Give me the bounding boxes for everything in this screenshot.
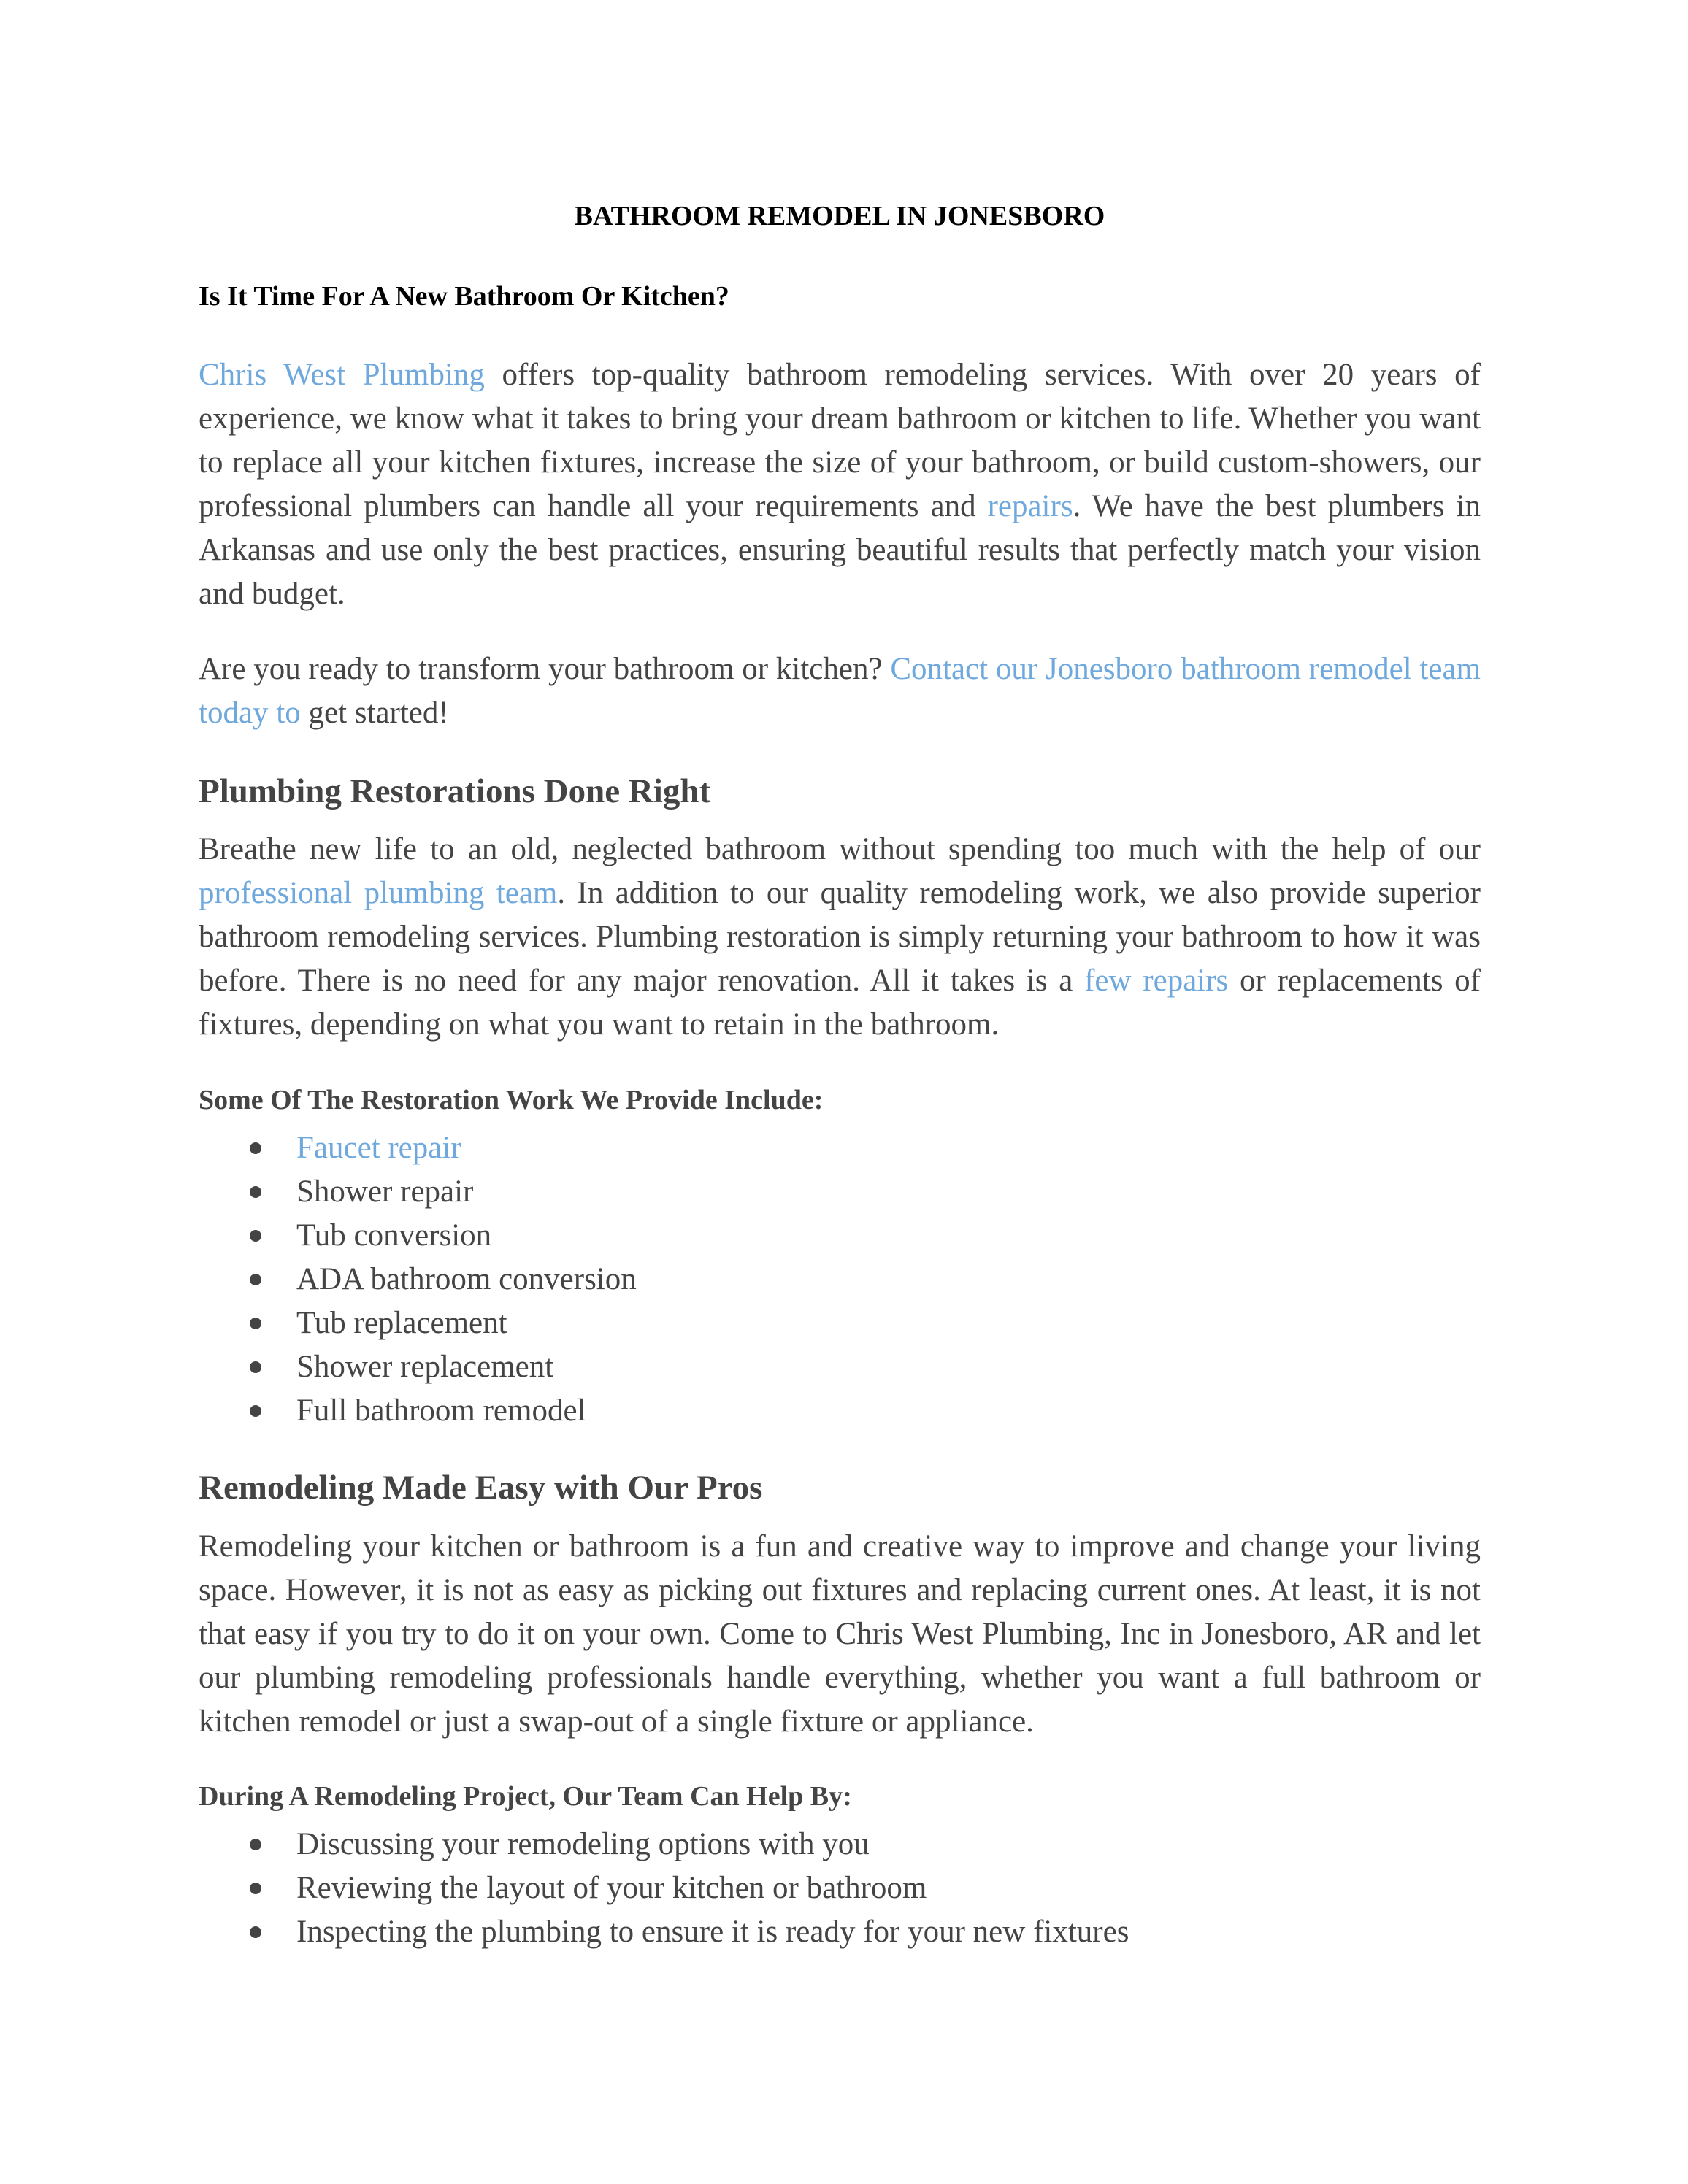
restorations-text-2: . In addition to our quality remodeling work, we also provide superior bathroom remodeling services. Plumbing restoration is simply returning your bathroom to how it was before. There is no need for any major renovation. All it takes is a <box>199 876 1481 998</box>
bullet-icon <box>250 1186 261 1198</box>
list-item: Full bathroom remodel <box>199 1389 637 1433</box>
list-item: Shower replacement <box>199 1345 637 1389</box>
restoration-list <box>199 1126 637 1433</box>
document-subtitle: Is It Time For A New Bathroom Or Kitchen? <box>199 281 729 312</box>
bullet-icon <box>250 1230 261 1242</box>
remodeling-list-heading: During A Remodeling Project, Our Team Can Help By: <box>199 1781 852 1812</box>
bullet-icon <box>250 1839 261 1850</box>
restorations-text-3: or replacements of fixtures, depending on what you want to retain in the bathroom. <box>199 964 1481 1042</box>
repairs-link[interactable]: repairs <box>987 489 1073 523</box>
bullet-icon <box>250 1926 261 1938</box>
list-item: Tub conversion <box>199 1214 637 1258</box>
bullet-icon <box>250 1883 261 1894</box>
restorations-paragraph <box>199 828 1481 1047</box>
contact-team-link[interactable]: Contact our Jonesboro bathroom remodel team today to <box>199 652 1481 730</box>
cta-text-2: get started! <box>300 696 449 730</box>
remodeling-list <box>199 1823 1129 1954</box>
bullet-icon <box>250 1142 261 1154</box>
chris-west-plumbing-link[interactable]: Chris West Plumbing <box>199 358 485 392</box>
list-item <box>199 1126 637 1170</box>
section-heading-restorations: Plumbing Restorations Done Right <box>199 772 711 810</box>
section-heading-remodeling: Remodeling Made Easy with Our Pros <box>199 1469 763 1507</box>
list-item: Inspecting the plumbing to ensure it is ready for your new fixtures <box>199 1910 1129 1954</box>
list-item: Shower repair <box>199 1170 637 1214</box>
bullet-icon <box>250 1405 261 1417</box>
intro-text-1: offers top-quality bathroom remodeling services. With over 20 years of experience, we know what it takes to bring your dream bathroom or kitchen to life. Whether you want to replace all your kitchen fixtures, increase the size of your bathroom, or build custom-showers, our professional plumbers can handle all your requirements and <box>199 358 1481 523</box>
restorations-text-1: Breathe new life to an old, neglected bathroom without spending too much with the help of our <box>199 832 1481 866</box>
professional-plumbing-team-link[interactable]: professional plumbing team <box>199 876 558 910</box>
list-item: ADA bathroom conversion <box>199 1258 637 1301</box>
list-item: Discussing your remodeling options with you <box>199 1823 1129 1866</box>
list-item: Tub replacement <box>199 1301 637 1345</box>
restoration-list-heading: Some Of The Restoration Work We Provide Include: <box>199 1085 824 1115</box>
document-title: BATHROOM REMODEL IN JONESBORO <box>574 201 1105 231</box>
list-item: Reviewing the layout of your kitchen or bathroom <box>199 1866 1129 1910</box>
bullet-icon <box>250 1274 261 1285</box>
bullet-icon <box>250 1318 261 1329</box>
remodeling-paragraph: Remodeling your kitchen or bathroom is a fun and creative way to improve and change your living space. However, it is not as easy as picking out fixtures and replacing current ones. At least, it is not that easy if you try to do it on your own. Come to Chris West Plumbing, Inc in Jonesboro, AR and let our plumbing remodeling professionals handle everything, whether you want a full bathroom or kitchen remodel or just a swap-out of a single fixture or appliance. <box>199 1529 1481 1739</box>
few-repairs-link[interactable]: few repairs <box>1084 964 1229 998</box>
intro-paragraph <box>199 353 1481 616</box>
cta-paragraph <box>199 647 1481 735</box>
intro-text-2: . We have the best plumbers in Arkansas and use only the best practices, ensuring beautiful results that perfectly match your vision and budget. <box>199 489 1481 611</box>
cta-text-1: Are you ready to transform your bathroom or kitchen? <box>199 652 891 686</box>
faucet-repair-link[interactable]: Faucet repair <box>296 1131 461 1165</box>
bullet-icon <box>250 1361 261 1373</box>
